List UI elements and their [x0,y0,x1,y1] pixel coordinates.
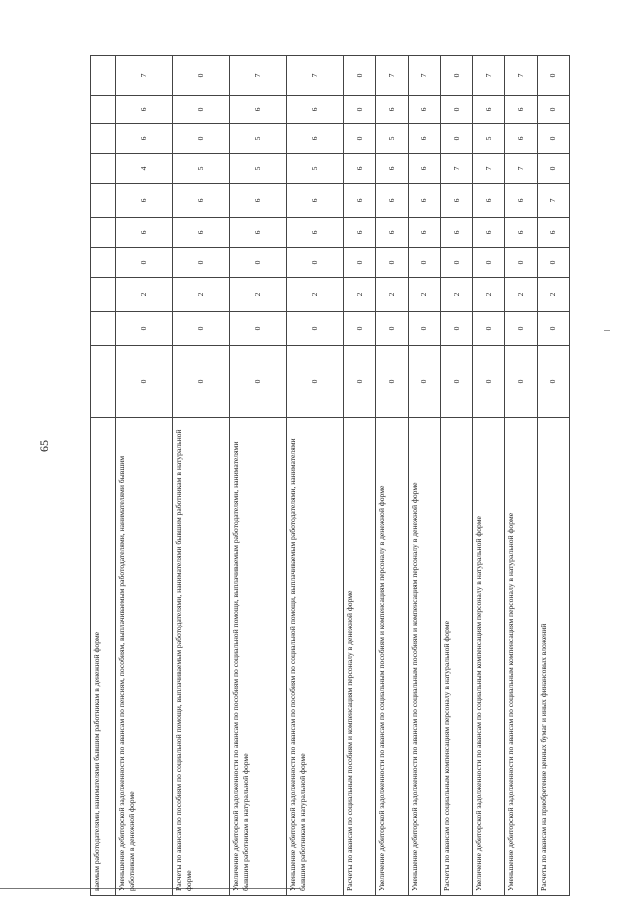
code-digit-cell: 0 [376,248,408,278]
code-digit-cell: 0 [537,312,569,346]
code-digit-cell: 0 [537,124,569,154]
code-digit-cell: 0 [440,248,472,278]
table-row [408,56,440,896]
code-digit-cell: 2 [230,278,287,312]
code-digit-cell: 0 [473,248,505,278]
table-row [230,56,287,896]
code-digit-cell: 0 [344,248,376,278]
table-row-continuation [91,56,116,896]
code-digit-cell: 6 [116,124,173,154]
code-digit-cell: 6 [116,96,173,124]
code-digit-cell: 7 [376,56,408,96]
code-digit-cell: 0 [344,56,376,96]
code-digit-cell: 0 [230,346,287,418]
code-digit-cell: 6 [505,124,537,154]
code-digit-cell: 6 [116,184,173,218]
code-digit-cell: 0 [440,312,472,346]
code-digit-cell: 0 [537,154,569,184]
code-digit-cell: 6 [440,184,472,218]
code-digit-cell: 0 [505,248,537,278]
code-digit-cell: 2 [408,278,440,312]
code-digit-cell: 6 [287,96,344,124]
code-digit-cell: 6 [287,124,344,154]
code-digit-cell: 7 [230,56,287,96]
code-digit-cell: 7 [408,56,440,96]
code-digit-cell: 0 [473,346,505,418]
code-digit-cell: 0 [537,96,569,124]
row-name: Уменьшение дебиторской задолженности по авансам по социальным пособиям и компенсациям персоналу в денежной форме [408,418,440,896]
code-digit-cell: 6 [408,184,440,218]
code-digit-cell: 2 [344,278,376,312]
code-digit-cell: 0 [173,96,230,124]
code-digit-cell: 0 [344,346,376,418]
table-row [287,56,344,896]
code-digit-cell: 5 [230,124,287,154]
code-digit-cell: 2 [537,278,569,312]
code-digit-cell: 6 [408,154,440,184]
code-digit-cell: 6 [230,218,287,248]
code-digit-cell: 6 [376,154,408,184]
table-row [116,56,173,896]
code-digit-cell: 0 [173,56,230,96]
code-digit-cell: 0 [287,346,344,418]
code-digit-cell: 6 [505,184,537,218]
row-name: Увеличение дебиторской задолженности по авансам по социальным компенсациям персоналу в натуральной форме [473,418,505,896]
code-digit-cell: 6 [408,124,440,154]
code-digit-cell: 0 [440,56,472,96]
rotated-table-container [90,56,570,896]
code-digit-cell: 0 [173,248,230,278]
code-digit-cell: 6 [344,184,376,218]
code-digit-cell: 7 [505,56,537,96]
row-name-continuation: ваемым работодателями, нанимателями бывшим работникам в денежной форме [91,418,116,896]
table-row [173,56,230,896]
code-digit-cell: 7 [473,56,505,96]
code-digit-cell: 0 [505,312,537,346]
empty-cell [91,312,116,346]
code-digit-cell: 2 [505,278,537,312]
table-row [440,56,472,896]
code-digit-cell: 0 [116,248,173,278]
row-name: Увеличение дебиторской задолженности по авансам по пособиям по социальной помощи, выплачиваемым работодателями, нанимателями бывшим работникам в натуральной форме [230,418,287,896]
code-digit-cell: 0 [287,248,344,278]
code-digit-cell: 0 [537,248,569,278]
code-digit-cell: 0 [440,124,472,154]
code-digit-cell: 0 [116,312,173,346]
code-digit-cell: 6 [344,154,376,184]
code-digit-cell: 0 [473,312,505,346]
row-name: Расчеты по авансам по пособиям по социальной помощи, выплачиваемым работодателями, нанимателями бывшим работникам в натуральной форме [173,418,230,896]
code-digit-cell: 6 [473,184,505,218]
empty-cell [91,124,116,154]
code-digit-cell: 2 [376,278,408,312]
empty-cell [91,218,116,248]
code-digit-cell: 7 [440,154,472,184]
code-digit-cell: 0 [376,312,408,346]
code-digit-cell: 0 [344,312,376,346]
code-digit-cell: 0 [344,96,376,124]
code-digit-cell: 7 [287,56,344,96]
table-row [537,56,569,896]
code-digit-cell: 2 [440,278,472,312]
code-digit-cell: 0 [173,312,230,346]
code-digit-cell: 0 [173,346,230,418]
code-digit-cell: 6 [230,184,287,218]
code-digit-cell: 5 [173,154,230,184]
table-body [91,56,570,896]
code-digit-cell: 6 [408,96,440,124]
row-name: Увеличение дебиторской задолженности по авансам по социальным пособиям и компенсациям персоналу в денежной форме [376,418,408,896]
code-digit-cell: 6 [116,218,173,248]
code-digit-cell: 6 [173,184,230,218]
scan-mark [604,330,610,331]
code-digit-cell: 6 [537,218,569,248]
code-digit-cell: 0 [230,248,287,278]
code-digit-cell: 6 [505,96,537,124]
code-digit-cell: 5 [473,124,505,154]
code-digit-cell: 0 [173,124,230,154]
code-digit-cell: 0 [116,346,173,418]
table-row [473,56,505,896]
code-digit-cell: 6 [344,218,376,248]
code-digit-cell: 0 [440,346,472,418]
code-digit-cell: 6 [473,96,505,124]
code-digit-cell: 6 [376,184,408,218]
code-digit-cell: 0 [505,346,537,418]
code-digit-cell: 0 [408,346,440,418]
code-digit-cell: 2 [473,278,505,312]
code-digit-cell: 4 [116,154,173,184]
code-digit-cell: 5 [287,154,344,184]
table-row [376,56,408,896]
code-digit-cell: 2 [287,278,344,312]
row-name: Уменьшение дебиторской задолженности по авансам по пособиям по социальной помощи, выплачиваемым работодателями, нанимателями бывшим работникам в натуральной форме [287,418,344,896]
empty-cell [91,346,116,418]
code-digit-cell: 0 [537,56,569,96]
empty-cell [91,248,116,278]
code-digit-cell: 0 [230,312,287,346]
code-digit-cell: 6 [376,218,408,248]
code-digit-cell: 0 [440,96,472,124]
code-digit-cell: 7 [537,184,569,218]
empty-cell [91,184,116,218]
code-digit-cell: 5 [376,124,408,154]
empty-cell [91,154,116,184]
empty-cell [91,56,116,96]
table-row [344,56,376,896]
code-digit-cell: 2 [116,278,173,312]
row-name: Уменьшение дебиторской задолженности по авансам по социальным компенсациям персоналу в натуральной форме [505,418,537,896]
account-codes-table [90,55,570,896]
code-digit-cell: 7 [116,56,173,96]
code-digit-cell: 0 [344,124,376,154]
empty-cell [91,96,116,124]
code-digit-cell: 7 [473,154,505,184]
code-digit-cell: 6 [505,218,537,248]
row-name: Расчеты по авансам по социальным пособиям и компенсациям персоналу в денежной форме [344,418,376,896]
code-digit-cell: 6 [287,218,344,248]
page-number: 65 [37,440,51,452]
code-digit-cell: 6 [287,184,344,218]
code-digit-cell: 0 [376,346,408,418]
code-digit-cell: 6 [230,96,287,124]
empty-cell [91,278,116,312]
code-digit-cell: 0 [287,312,344,346]
code-digit-cell: 0 [408,312,440,346]
table-row [505,56,537,896]
code-digit-cell: 6 [440,218,472,248]
row-name: Расчеты по авансам на приобретение ценных бумаг и иных финансовых вложений [537,418,569,896]
row-name: Уменьшение дебиторской задолженности по авансам по пенсиям, пособиям, выплачиваемым работодателями, нанимателями бывшим работникам в денежной форме [116,418,173,896]
code-digit-cell: 0 [537,346,569,418]
code-digit-cell: 5 [230,154,287,184]
code-digit-cell: 2 [173,278,230,312]
code-digit-cell: 7 [505,154,537,184]
code-digit-cell: 6 [473,218,505,248]
code-digit-cell: 6 [173,218,230,248]
row-name: Расчеты по авансам по социальным компенсациям персоналу в натуральной форме [440,418,472,896]
code-digit-cell: 0 [408,248,440,278]
code-digit-cell: 6 [408,218,440,248]
code-digit-cell: 6 [376,96,408,124]
